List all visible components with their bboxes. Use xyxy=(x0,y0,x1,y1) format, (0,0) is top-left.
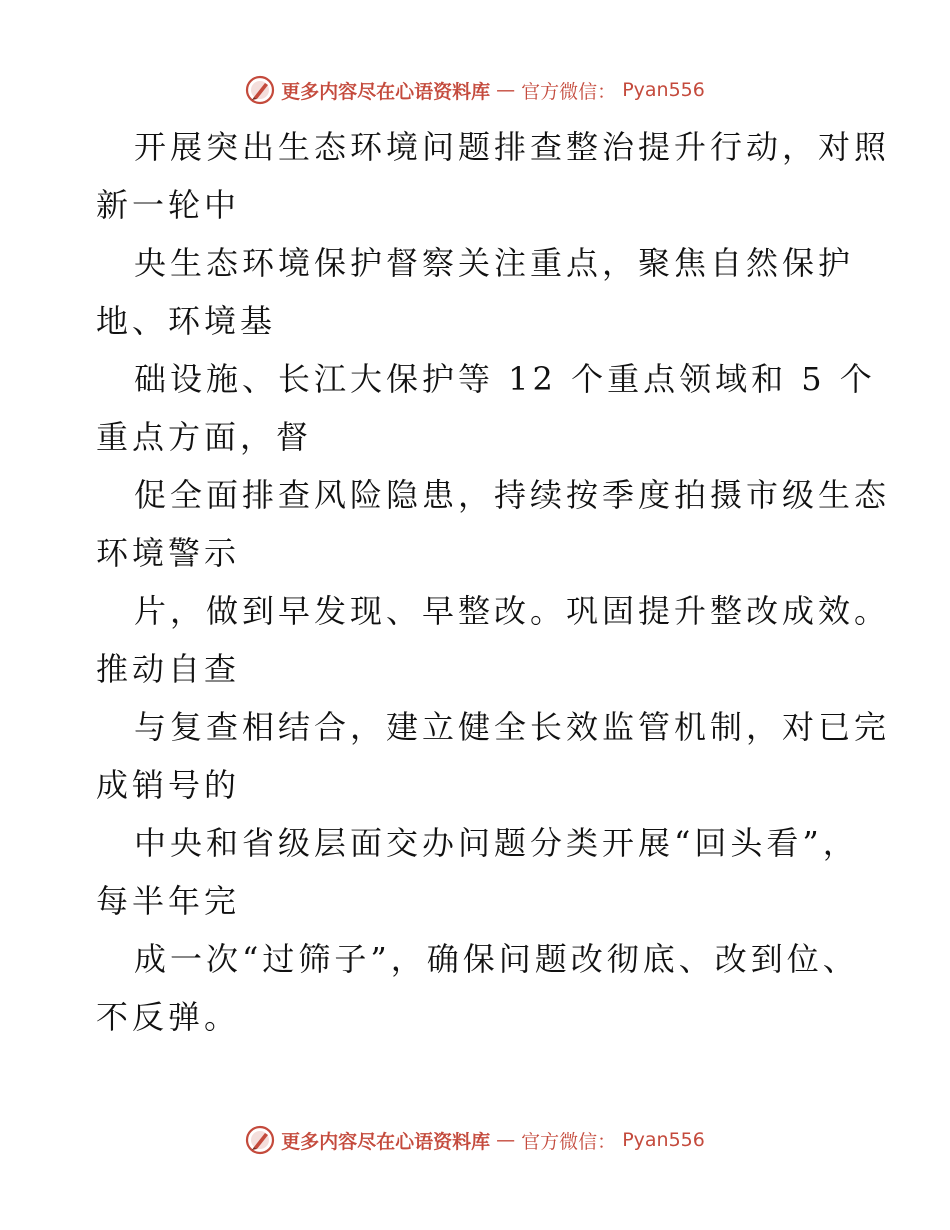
body-line: 成销号的 xyxy=(96,766,241,804)
body-line: 推动自查 xyxy=(96,650,241,688)
body-line: 础设施、长江大保护等 12 个重点领域和 5 个 xyxy=(134,360,876,398)
body-line: 不反弹。 xyxy=(96,998,241,1036)
body-line: 环境警示 xyxy=(96,534,241,572)
quill-pen-logo-icon xyxy=(245,75,275,105)
body-line: 地、环境基 xyxy=(96,302,277,340)
watermark-official-label: 官方微信： xyxy=(521,80,617,103)
body-line: 开展突出生态环境问题排查整治提升行动，对照 xyxy=(134,128,891,166)
watermark-dash: — xyxy=(496,79,516,101)
body-line: 重点方面，督 xyxy=(96,418,313,456)
quill-pen-logo-icon xyxy=(245,1125,275,1155)
body-line: 与复查相结合，建立健全长效监管机制，对已完 xyxy=(134,708,891,746)
footer-watermark xyxy=(0,1122,950,1158)
body-line: 中央和省级层面交办问题分类开展“回头看”， xyxy=(134,824,859,862)
body-line: 央生态环境保护督察关注重点，聚焦自然保护 xyxy=(134,244,855,282)
body-line: 成一次“过筛子”，确保问题改彻底、改到位、 xyxy=(134,940,859,978)
watermark-dash: — xyxy=(496,1129,516,1151)
body-line: 每半年完 xyxy=(96,882,241,920)
document-body xyxy=(96,118,891,1046)
header-watermark xyxy=(0,72,950,108)
watermark-wechat-id: Pyan556 xyxy=(622,1129,705,1151)
body-line: 片，做到早发现、早整改。巩固提升整改成效。 xyxy=(134,592,891,630)
watermark-wechat-id: Pyan556 xyxy=(622,79,705,101)
watermark-library-text: 更多内容尽在心语资料库 xyxy=(281,1130,491,1153)
watermark-library-text: 更多内容尽在心语资料库 xyxy=(281,80,491,103)
body-line: 促全面排查风险隐患，持续按季度拍摄市级生态 xyxy=(134,476,891,514)
body-line: 新一轮中 xyxy=(96,186,241,224)
watermark-official-label: 官方微信： xyxy=(521,1130,617,1153)
